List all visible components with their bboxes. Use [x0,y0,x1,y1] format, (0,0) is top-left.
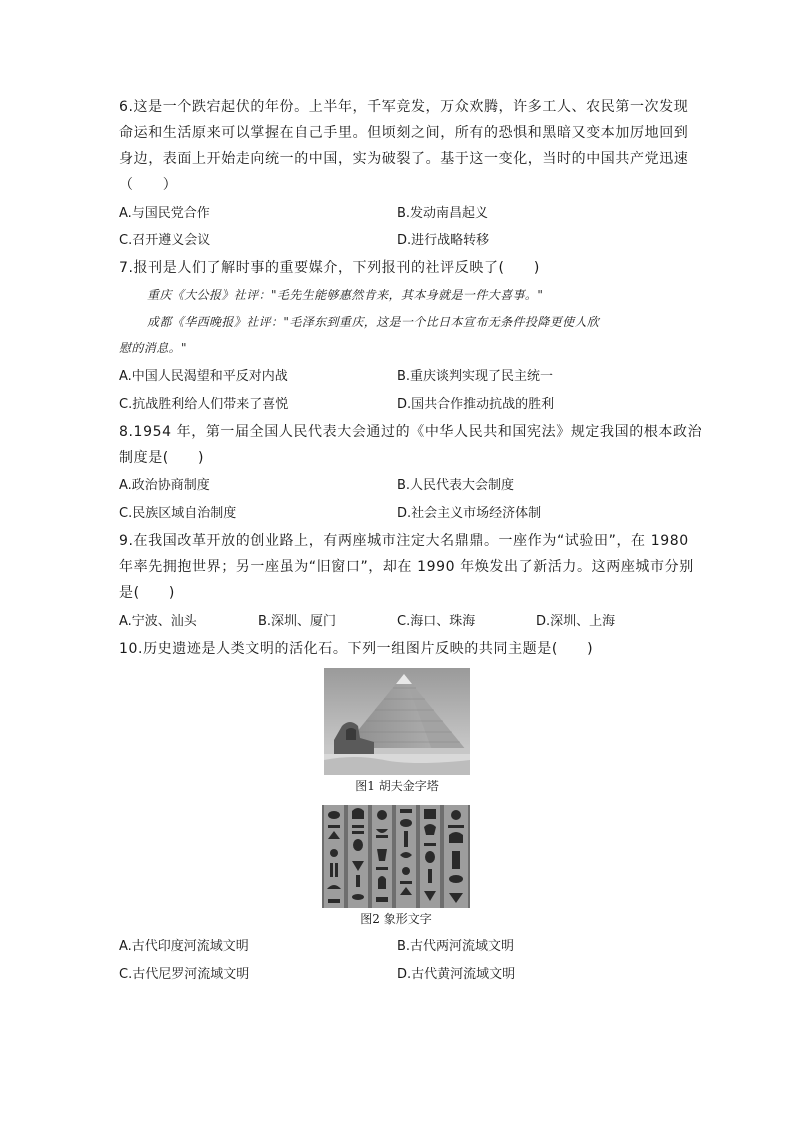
q9-stem-line-2: 年率先拥抱世界；另一座虽为“旧窗口”，却在 1990 年焕发出了新活力。这两座城市分别 [119,559,694,575]
q10-option-d[interactable]: D.古代黄河流域文明 [397,967,516,982]
q8-stem-line-2: 制度是( ) [119,450,205,466]
q7-stem: 7.报刊是人们了解时事的重要媒介，下列报刊的社评反映了( ) [119,260,540,276]
q6-option-c[interactable]: C.召开遵义会议 [119,233,211,248]
q9-stem-line-3: 是( ) [119,585,175,601]
q7-quote-dagongbao: 重庆《大公报》社评："毛先生能够惠然肯来，其本身就是一件大喜事。" [147,288,544,302]
q8-stem-line-1: 8.1954 年，第一届全国人民代表大会通过的《中华人民共和国宪法》规定我国的根本政治 [119,424,703,440]
q9-option-b[interactable]: B.深圳、厦门 [258,614,337,629]
q10-stem: 10.历史遗迹是人类文明的活化石。下列一组图片反映的共同主题是( ) [119,641,594,657]
q8-option-c[interactable]: C.民族区域自治制度 [119,506,237,521]
pyramid-photo [324,668,470,775]
q7-quote-huaxi-line-1: 成都《华西晚报》社评："毛泽东到重庆，这是一个比日本宣布无条件投降更使人欣 [147,315,600,329]
q6-option-a[interactable]: A.与国民党合作 [119,206,210,221]
figure-1-caption: 图1 胡夫金字塔 [355,779,439,793]
q6-stem-line-2: 命运和生活原来可以掌握在自己手里。但顷刻之间，所有的恐惧和黑暗又变本加厉地回到 [119,125,689,141]
q7-option-d[interactable]: D.国共合作推动抗战的胜利 [397,397,555,412]
q7-quote-huaxi-line-2: 慰的消息。" [119,341,187,355]
q6-stem-line-3: 身边，表面上开始走向统一的中国，实为破裂了。基于这一变化，当时的中国共产党迅速 [119,151,689,167]
q9-option-d[interactable]: D.深圳、上海 [536,614,616,629]
q10-option-a[interactable]: A.古代印度河流域文明 [119,939,249,954]
q10-option-c[interactable]: C.古代尼罗河流域文明 [119,967,250,982]
q8-option-d[interactable]: D.社会主义市场经济体制 [397,506,542,521]
q7-option-b[interactable]: B.重庆谈判实现了民主统一 [397,369,554,384]
q7-option-c[interactable]: C.抗战胜利给人们带来了喜悦 [119,397,289,412]
figure-2-caption: 图2 象形文字 [360,912,432,926]
q9-option-c[interactable]: C.海口、珠海 [397,614,476,629]
q6-option-d[interactable]: D.进行战略转移 [397,233,490,248]
q8-option-b[interactable]: B.人民代表大会制度 [397,478,515,493]
q8-option-a[interactable]: A.政治协商制度 [119,478,210,493]
q9-option-a[interactable]: A.宁波、汕头 [119,614,197,629]
hieroglyphs-photo [322,805,470,908]
q7-option-a[interactable]: A.中国人民渴望和平反对内战 [119,369,288,384]
q6-option-b[interactable]: B.发动南昌起义 [397,206,489,221]
q9-stem-line-1: 9.在我国改革开放的创业路上，有两座城市注定大名鼎鼎。一座作为“试验田”，在 1980 [119,533,689,549]
q10-option-b[interactable]: B.古代两河流域文明 [397,939,515,954]
q6-stem-line-1: 6.这是一个跌宕起伏的年份。上半年，千军竞发，万众欢腾，许多工人、农民第一次发现 [119,99,689,115]
q6-answer-bracket: （ ） [119,177,178,193]
